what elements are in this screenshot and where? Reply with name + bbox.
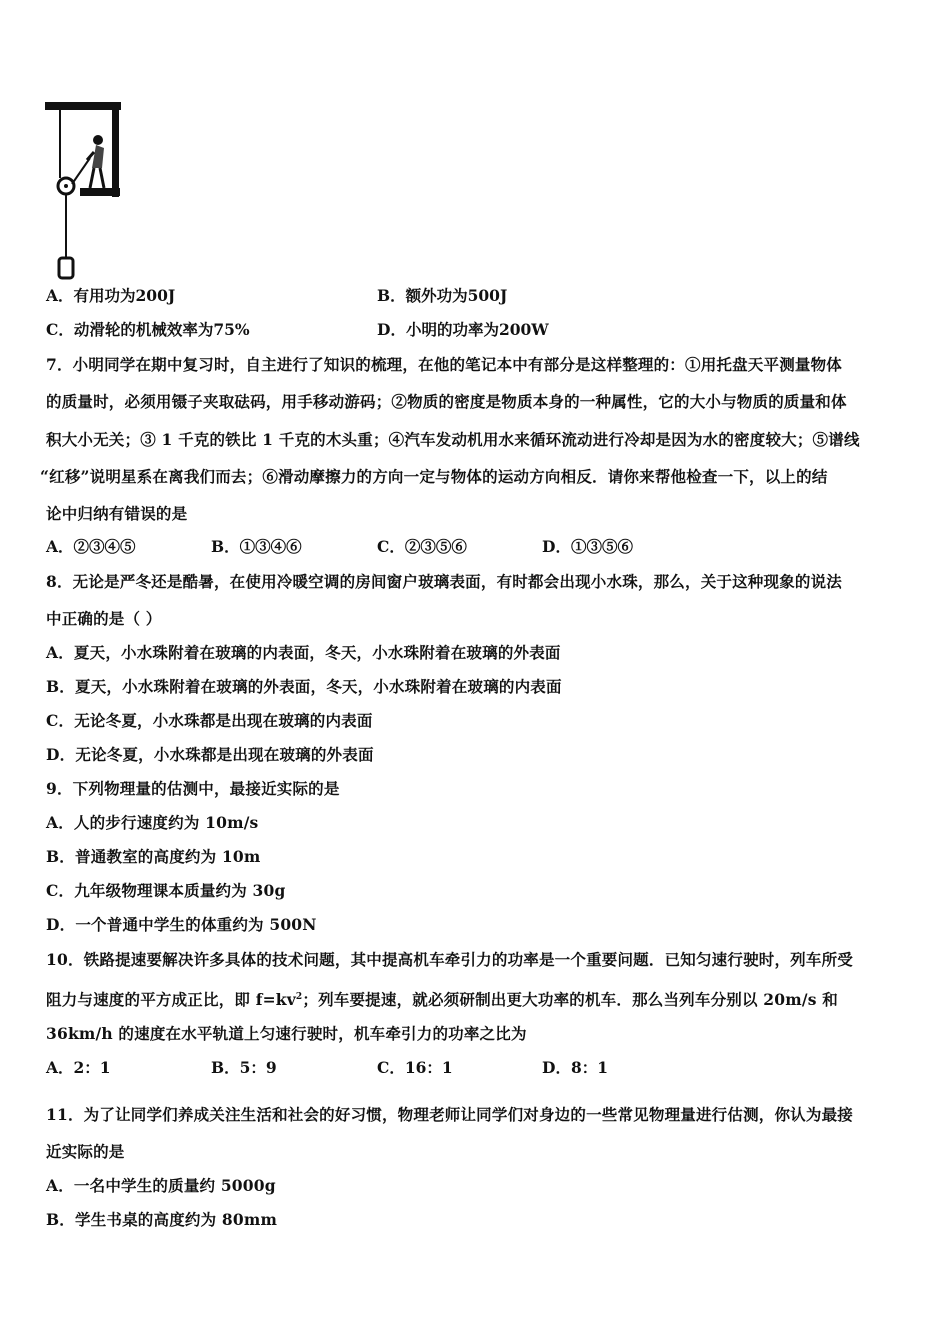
q7-option-b[interactable]: B．①③④⑥: [211, 537, 302, 556]
q9-stem: 9．下列物理量的估测中，最接近实际的是: [46, 779, 340, 798]
q9-option-b[interactable]: B．普通教室的高度约为 10m: [46, 847, 261, 866]
q11-stem-line-1: 11．为了让同学们养成关注生活和社会的好习惯，物理老师让同学们对身边的一些常见物理量进行估测，你认为最接: [46, 1105, 853, 1124]
q10-line2-part-a: 阻力与速度的平方成正比，即 f=kv: [46, 990, 296, 1009]
q8-stem-line-2: 中正确的是（ ）: [46, 609, 162, 628]
q11-option-b[interactable]: B．学生书桌的高度约为 80mm: [46, 1210, 278, 1229]
q10-superscript: 2: [295, 992, 303, 1002]
person-pulling: [87, 135, 104, 188]
q7-stem-line-1: 7．小明同学在期中复习时，自主进行了知识的梳理，在他的笔记本中有部分是这样整理的：①用托盘天平测量物体: [46, 355, 842, 374]
platform: [80, 188, 120, 196]
q10-option-b[interactable]: B．5：9: [211, 1058, 277, 1077]
q7-option-d[interactable]: D．①③⑤⑥: [542, 537, 633, 556]
q9-option-a[interactable]: A．人的步行速度约为 10m/s: [46, 813, 259, 832]
q6-option-d[interactable]: D．小明的功率为200W: [377, 320, 549, 339]
q9-option-d[interactable]: D．一个普通中学生的体重约为 500N: [46, 915, 317, 934]
pull-rope: [72, 158, 90, 184]
q10-stem-line-2: [46, 987, 838, 1010]
q10-stem-line-1: 10．铁路提速要解决许多具体的技术问题，其中提高机车牵引力的功率是一个重要问题．已知匀速行驶时，列车所受: [46, 950, 853, 969]
q7-option-c[interactable]: C．②③⑤⑥: [377, 537, 467, 556]
q7-stem-line-2: 的质量时，必须用镊子夹取砝码，用手移动游码；②物质的密度是物质本身的一种属性，它的大小与物质的质量和体: [46, 392, 847, 411]
q10-option-d[interactable]: D．8：1: [542, 1058, 609, 1077]
q7-stem-line-4: “红移”说明星系在离我们而去；⑥滑动摩擦力的方向一定与物体的运动方向相反．请你来帮他检查一下，以上的结: [40, 467, 828, 486]
q7-stem-line-3: 积大小无关；③ 1 千克的铁比 1 千克的木头重；④汽车发动机用水来循环流动进行冷却是因为水的密度较大；⑤谱线: [46, 430, 860, 449]
q6-option-c[interactable]: C．动滑轮的机械效率为75%: [46, 320, 250, 339]
q10-option-a[interactable]: A．2：1: [46, 1058, 111, 1077]
q6-option-a[interactable]: A．有用功为200J: [46, 286, 176, 305]
hanging-weight: [59, 258, 73, 278]
q10-stem-line-3: 36km/h 的速度在水平轨道上匀速行驶时，机车牵引力的功率之比为: [46, 1024, 527, 1043]
q11-option-a[interactable]: A．一名中学生的质量约 5000g: [46, 1176, 276, 1195]
pulley-figure: [42, 100, 126, 290]
q8-stem-line-1: 8．无论是严冬还是酷暑，在使用冷暖空调的房间窗户玻璃表面，有时都会出现小水珠，那么，关于这种现象的说法: [46, 572, 842, 591]
q8-option-a[interactable]: A．夏天，小水珠附着在玻璃的内表面，冬天，小水珠附着在玻璃的外表面: [46, 643, 561, 662]
wall: [112, 102, 119, 197]
q8-option-c[interactable]: C．无论冬夏，小水珠都是出现在玻璃的内表面: [46, 711, 373, 730]
q7-stem-line-5: 论中归纳有错误的是: [46, 504, 188, 523]
q9-option-c[interactable]: C．九年级物理课本质量约为 30g: [46, 881, 286, 900]
q11-stem-line-2: 近实际的是: [46, 1142, 125, 1161]
q6-option-b[interactable]: B．额外功为500J: [377, 286, 508, 305]
q8-option-b[interactable]: B．夏天，小水珠附着在玻璃的外表面，冬天，小水珠附着在玻璃的内表面: [46, 677, 562, 696]
q10-option-c[interactable]: C．16：1: [377, 1058, 453, 1077]
q7-option-a[interactable]: A．②③④⑤: [46, 537, 136, 556]
q10-line2-part-b: ；列车要提速，就必须研制出更大功率的机车．那么当列车分别以 20m/s 和: [302, 990, 838, 1009]
ceiling-beam: [45, 102, 121, 110]
q8-option-d[interactable]: D．无论冬夏，小水珠都是出现在玻璃的外表面: [46, 745, 374, 764]
pulley-axle: [64, 184, 68, 188]
